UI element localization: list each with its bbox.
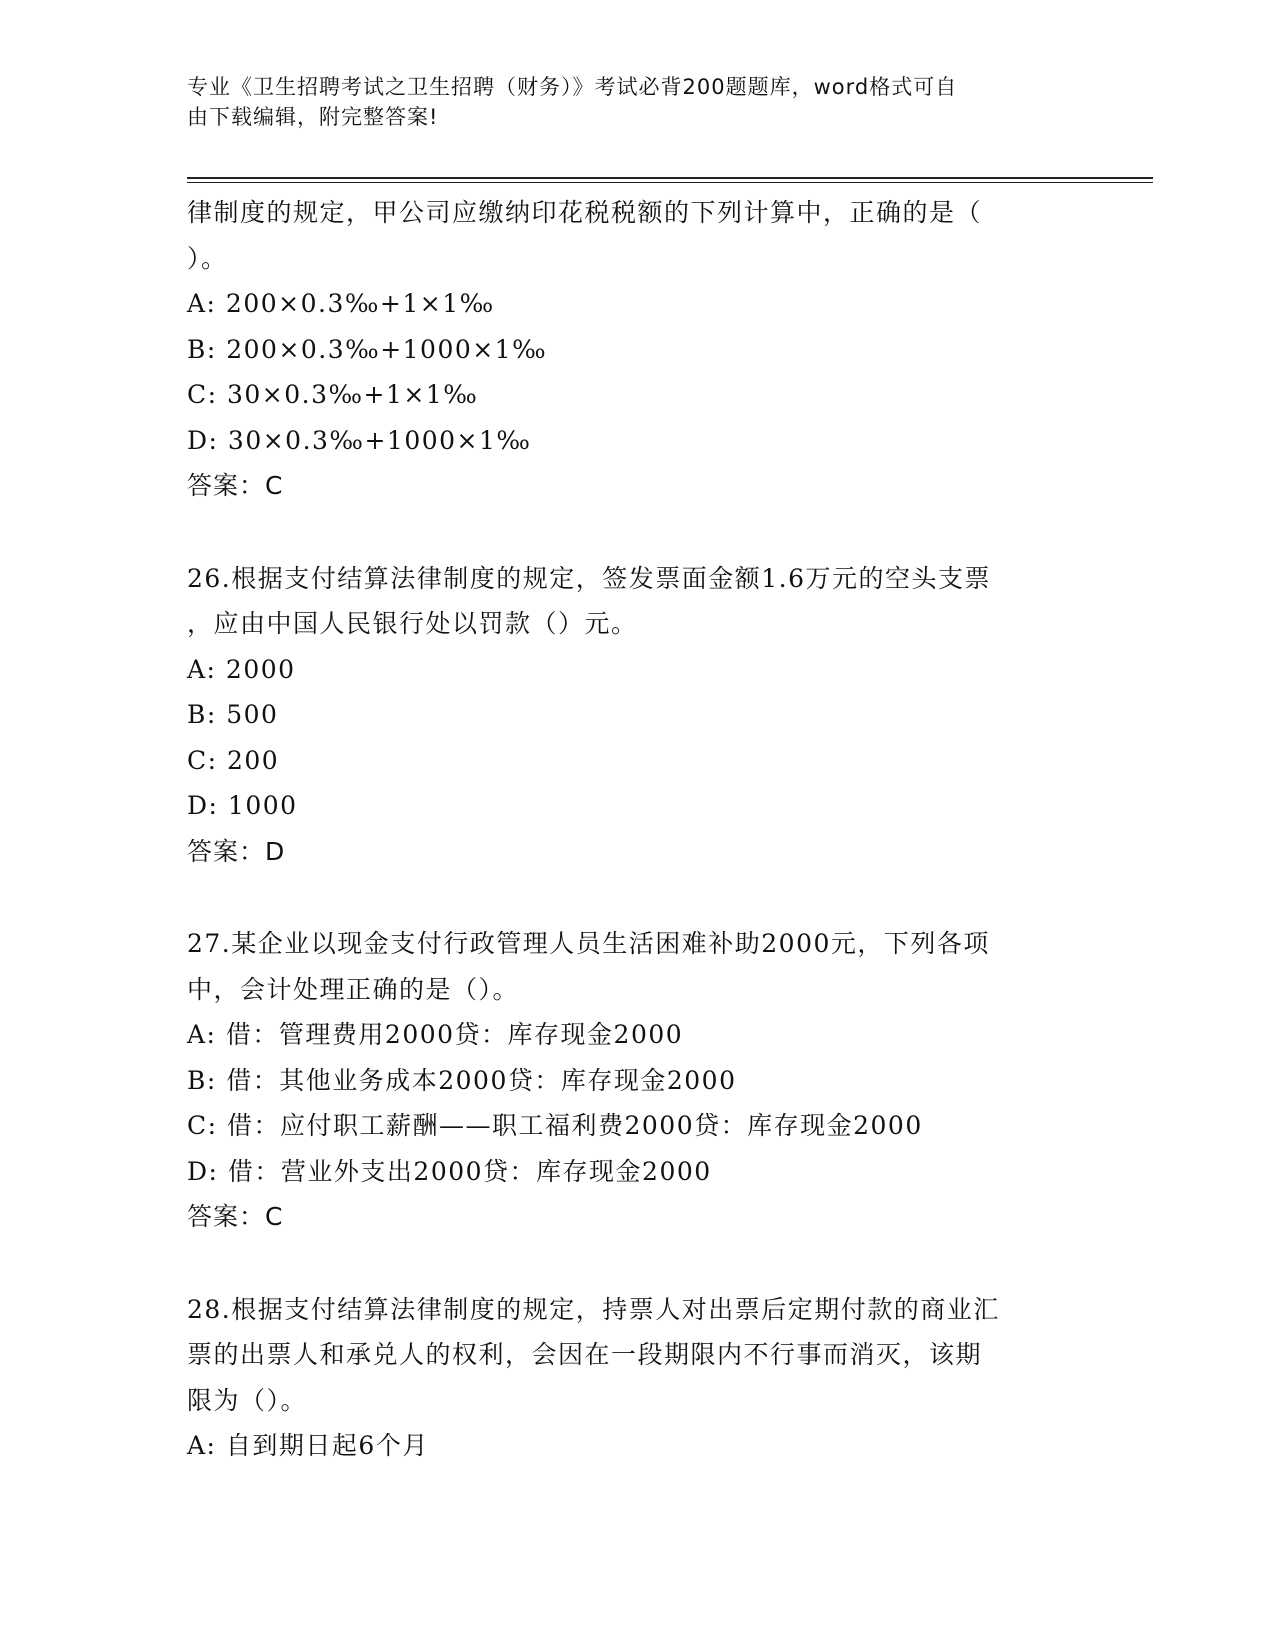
question-text: 27.某企业以现金支付行政管理人员生活困难补助2000元，下列各项 <box>187 929 990 958</box>
question-text: ，应由中国人民银行处以罚款（）元。 <box>187 609 638 638</box>
document-header <box>187 72 1067 132</box>
question-text: 票的出票人和承兑人的权利，会因在一段期限内不行事而消灭，该期 <box>187 1340 983 1369</box>
question-text: 28.根据支付结算法律制度的规定，持票人对出票后定期付款的商业汇 <box>187 1294 1000 1324</box>
header-rule-top <box>187 177 1153 179</box>
option-c: C: 30×0.3‰+1×1‰ <box>187 380 479 409</box>
option-a: A: 2000 <box>187 654 296 684</box>
question-text: ）。 <box>187 243 228 273</box>
question-text: 律制度的规定，甲公司应缴纳印花税税额的下列计算中，正确的是（ <box>187 198 983 227</box>
option-c: C: 200 <box>187 745 280 775</box>
question-28 <box>187 1287 1087 1469</box>
option-a: A: 借：管理费用2000贷：库存现金2000 <box>187 1020 684 1049</box>
question-27 <box>187 921 1087 1240</box>
option-a: A: 自到期日起6个月 <box>187 1431 429 1460</box>
option-b: B: 借：其他业务成本2000贷：库存现金2000 <box>187 1065 737 1095</box>
question-text: 中，会计处理正确的是（）。 <box>187 974 520 1004</box>
header-line-2: 由下载编辑，附完整答案! <box>187 105 439 129</box>
question-25 <box>187 190 1087 509</box>
answer: 答案：C <box>187 1202 284 1231</box>
header-rule-bottom <box>187 182 1153 183</box>
question-26 <box>187 556 1087 875</box>
question-content <box>187 190 1087 1469</box>
question-text: 限为（）。 <box>187 1385 308 1415</box>
question-text: 26.根据支付结算法律制度的规定，签发票面金额1.6万元的空头支票 <box>187 563 992 593</box>
option-b: B: 500 <box>187 700 279 729</box>
answer: 答案：C <box>187 471 284 500</box>
option-a: A: 200×0.3‰+1×1‰ <box>187 289 495 318</box>
option-d: D: 1000 <box>187 791 298 820</box>
option-d: D: 30×0.3‰+1000×1‰ <box>187 425 532 455</box>
option-b: B: 200×0.3‰+1000×1‰ <box>187 334 548 364</box>
answer: 答案：D <box>187 836 286 866</box>
header-line-1: 专业《卫生招聘考试之卫生招聘（财务）》考试必背200题题库，word格式可自 <box>187 75 958 99</box>
option-d: D: 借：营业外支出2000贷：库存现金2000 <box>187 1156 712 1186</box>
option-c: C: 借：应付职工薪酬——职工福利费2000贷：库存现金2000 <box>187 1111 923 1140</box>
